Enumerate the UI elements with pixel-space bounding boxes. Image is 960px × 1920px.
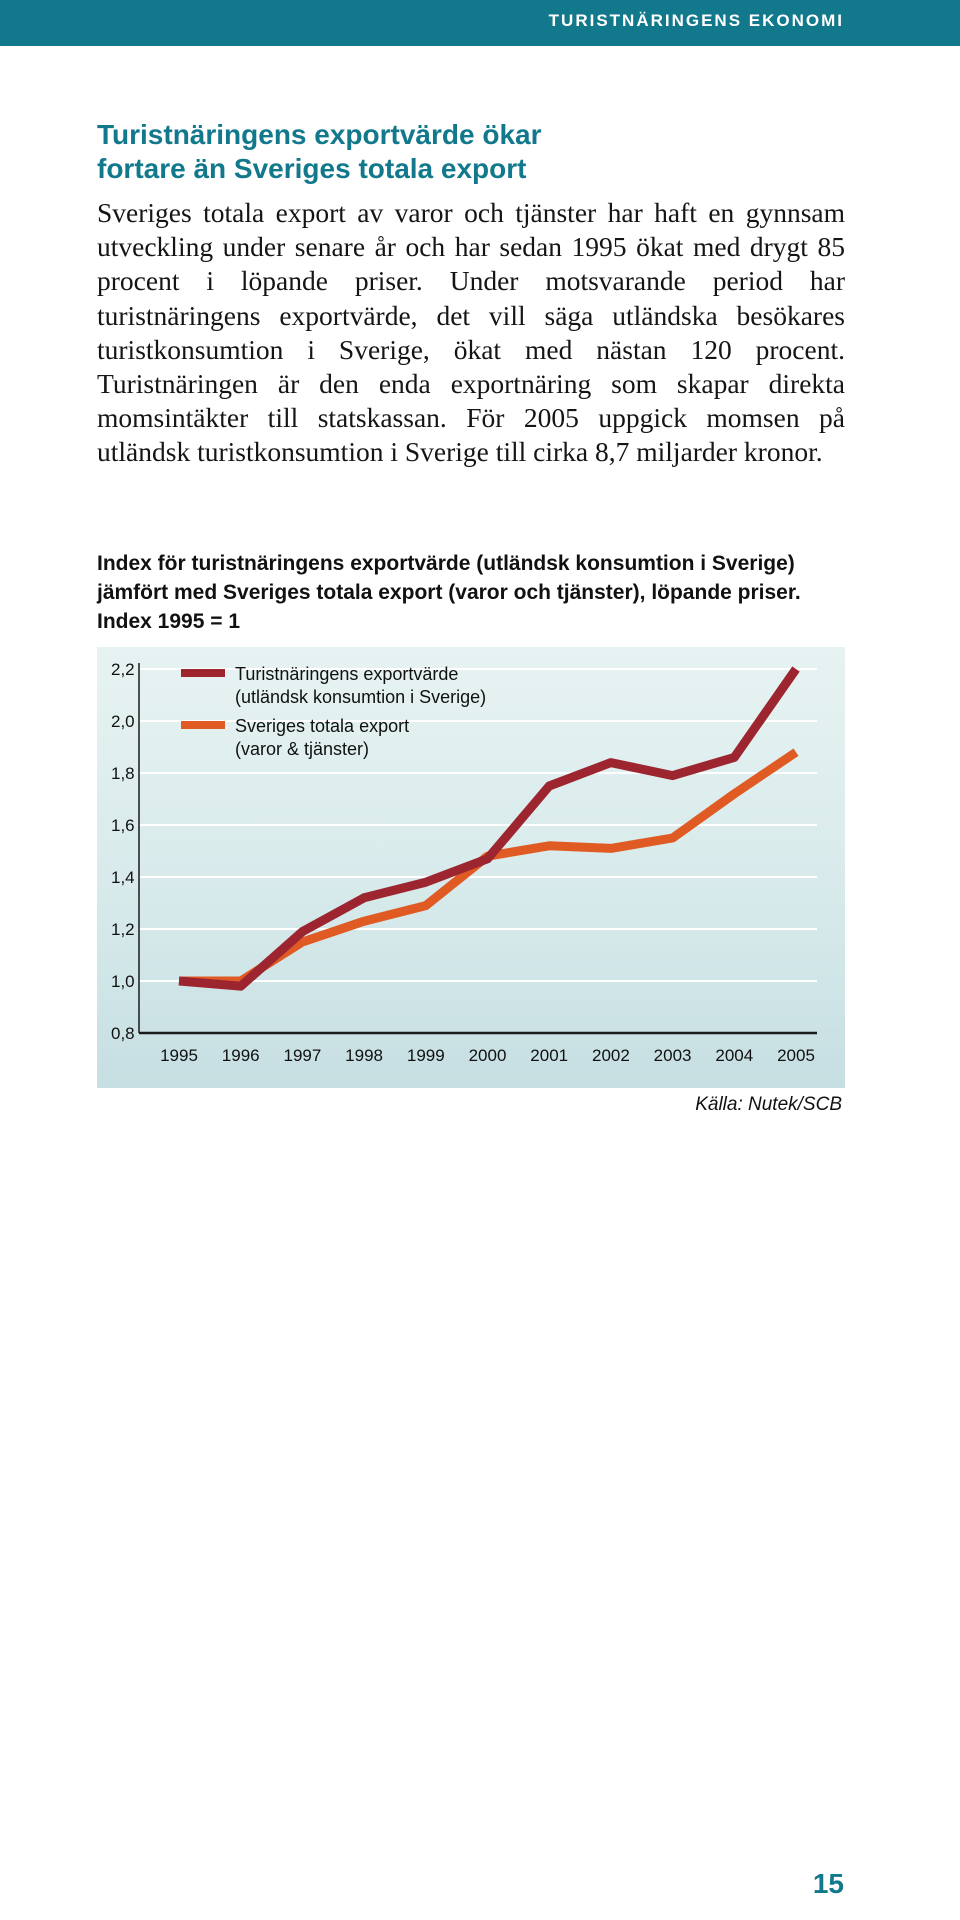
header-bar (0, 0, 960, 46)
x-tick-label: 2000 (468, 1046, 507, 1065)
y-tick-label: 1,0 (111, 972, 135, 991)
y-tick-label: 2,2 (111, 660, 135, 679)
y-tick-label: 2,0 (111, 712, 135, 731)
x-tick-label: 1996 (221, 1046, 260, 1065)
y-tick-label: 1,4 (111, 868, 135, 887)
x-tick-label: 1998 (345, 1046, 384, 1065)
section-title: TURISTNÄRINGENS EKONOMI (548, 11, 844, 30)
line-chart (97, 647, 845, 1088)
heading-line-1: Turistnäringens exportvärde ökar (97, 119, 542, 150)
chart-panel (97, 647, 845, 1088)
x-tick-label: 2002 (591, 1046, 630, 1065)
article-heading (97, 118, 857, 186)
source-note: Källa: Nutek/SCB (695, 1094, 842, 1115)
page-number: 15 (812, 1868, 844, 1899)
legend-label: (varor & tjänster) (235, 739, 370, 759)
y-tick-label: 0,8 (111, 1024, 135, 1043)
heading-line-2: fortare än Sveriges totala export (97, 153, 527, 184)
article-body: Sveriges totala export av varor och tjänster har haft en gynnsam utveckling under senare år och har sedan 1995 ökat med drygt 85 procent i löpande priser. Under motsvarande period har turistnäringens exportvärde, det vill säga utländska besökares turistkonsumtion i Sverige, ökat med nästan 120 procent. Turistnäringen är den enda exportnäring som skapar direkta momsintäkter till statskassan. För 2005 uppgick momsen på utländsk turistkonsumtion i Sverige till cirka 8,7 miljarder kronor. (97, 197, 845, 468)
x-tick-label: 2004 (715, 1046, 754, 1065)
x-tick-label: 2005 (777, 1046, 815, 1065)
y-tick-label: 1,6 (111, 816, 135, 835)
legend-label: (utländsk konsumtion i Sverige) (235, 687, 487, 707)
y-tick-label: 1,2 (111, 920, 135, 939)
chart-caption: Index för turistnäringens exportvärde (utländsk konsumtion i Sverige) jämfört med Sveriges totala export (varor och tjänster), löpande priser. Index 1995 = 1 (97, 552, 801, 633)
x-tick-label: 1999 (406, 1046, 445, 1065)
series-line-total-export (179, 752, 796, 981)
x-tick-label: 1997 (283, 1046, 322, 1065)
x-tick-label: 1995 (160, 1046, 198, 1065)
x-tick-label: 2001 (530, 1046, 569, 1065)
x-tick-label: 2003 (653, 1046, 692, 1065)
legend-label: Turistnäringens exportvärde (235, 664, 459, 684)
legend-label: Sveriges totala export (235, 716, 410, 736)
y-tick-label: 1,8 (111, 764, 135, 783)
